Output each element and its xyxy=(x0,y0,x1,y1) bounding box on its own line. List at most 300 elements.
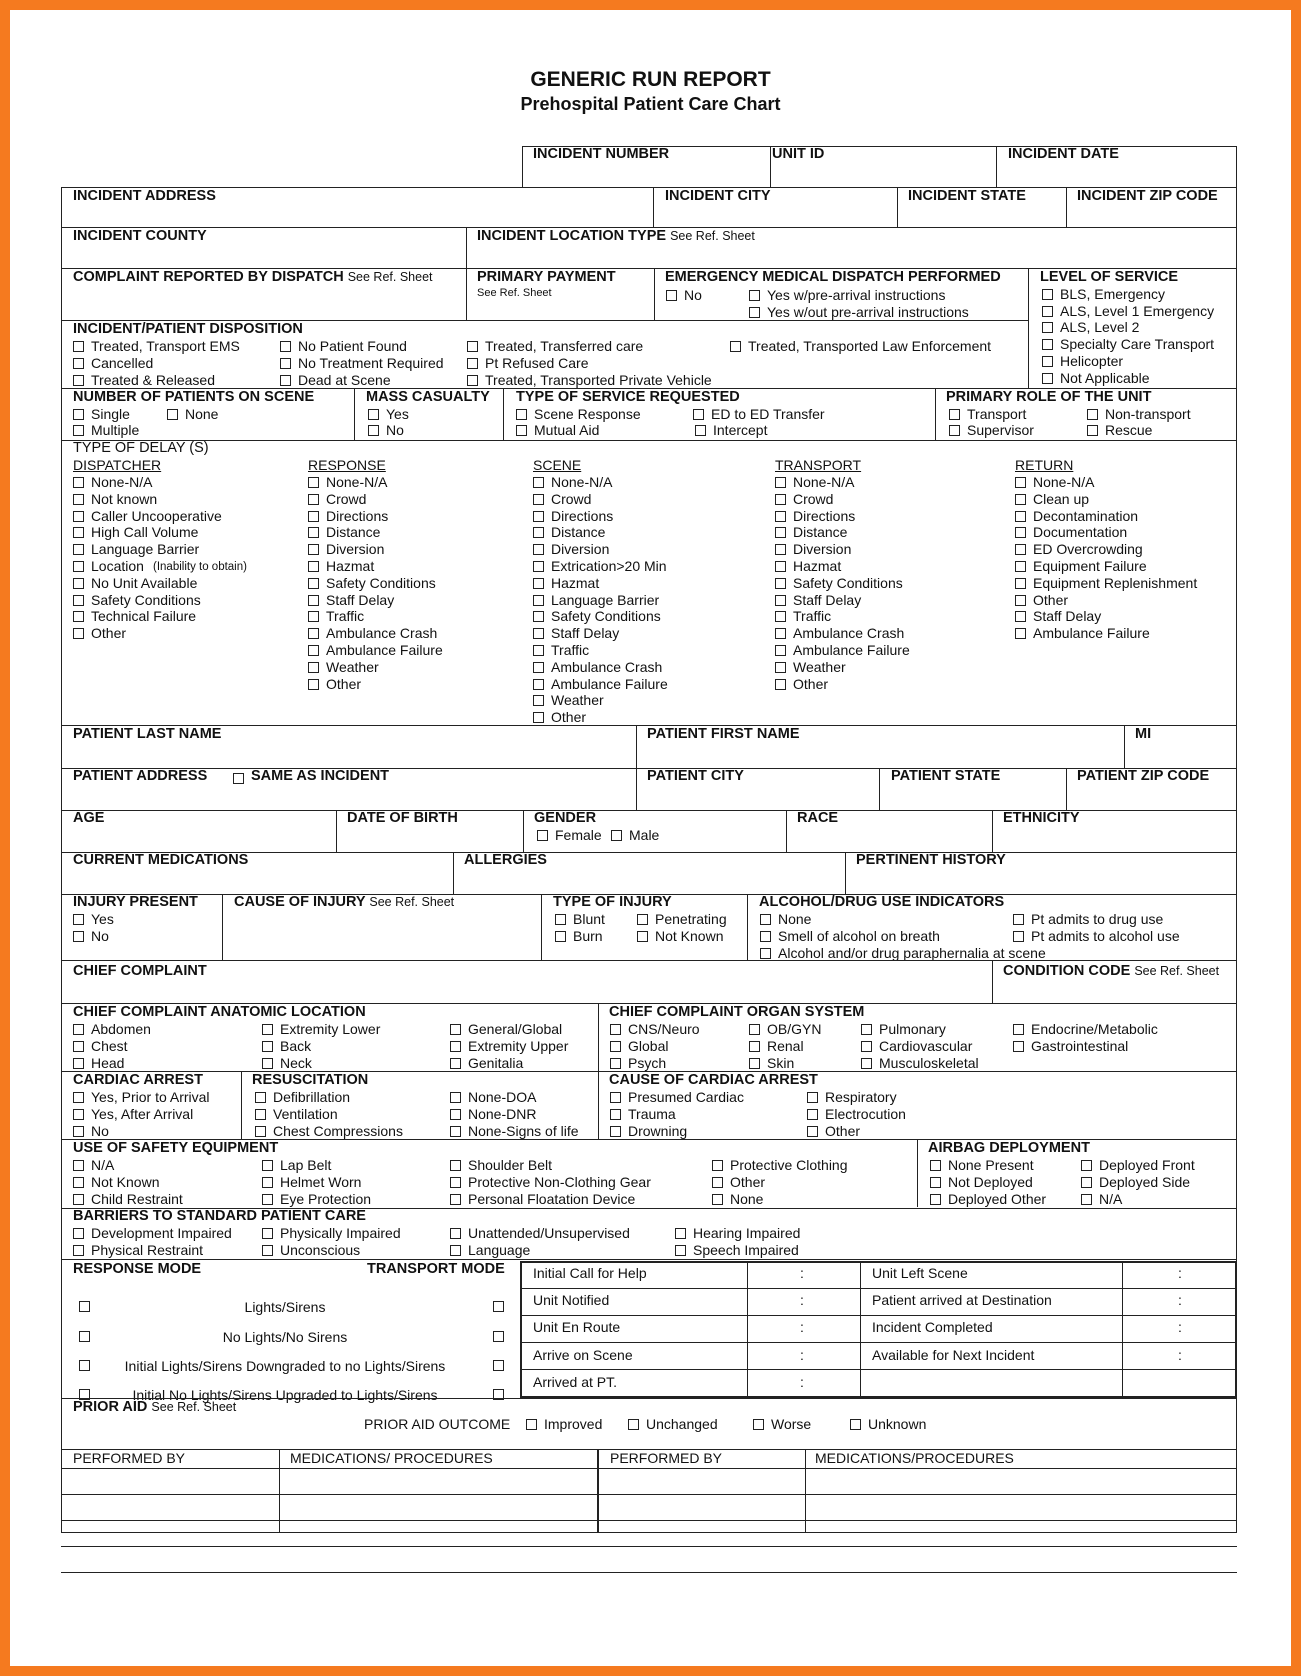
incident-number-label xyxy=(533,146,669,162)
anat-back-checkbox[interactable] xyxy=(262,1041,273,1052)
divider xyxy=(1122,1261,1123,1398)
transport-mode-label-text: TRANSPORT MODE xyxy=(367,1261,505,1277)
delay-transport-hazmat-label: Hazmat xyxy=(793,558,842,574)
service-type-label xyxy=(516,389,740,405)
anat-general-global-checkbox[interactable] xyxy=(450,1024,461,1035)
delay-return-equipment-failure-label: Equipment Failure xyxy=(1033,558,1147,574)
patient-address-label xyxy=(73,768,207,784)
barrier-unattended-unsupervised-checkbox[interactable] xyxy=(450,1228,461,1239)
delay-response-ambulance-failure-checkbox[interactable] xyxy=(308,645,319,656)
organ-system-label xyxy=(609,1004,864,1020)
safety-protective-clothing-checkbox[interactable] xyxy=(712,1160,723,1171)
primary-role-label-text: PRIMARY ROLE OF THE UNIT xyxy=(946,389,1152,405)
airbag-deployed-front-label: Deployed Front xyxy=(1099,1157,1195,1173)
arrest-no-checkbox[interactable] xyxy=(73,1126,84,1137)
delay-return-clean-up-checkbox[interactable] xyxy=(1015,494,1026,505)
dob-label-text: DATE OF BIRTH xyxy=(347,810,458,826)
emd-no-checkbox[interactable] xyxy=(666,290,677,301)
delay-response-safety-conditions-checkbox[interactable] xyxy=(308,578,319,589)
organ-psych-label: Psych xyxy=(628,1054,667,1071)
same-as-incident-checkbox[interactable] xyxy=(233,773,244,784)
disposition-cancelled-label: Cancelled xyxy=(91,354,154,371)
delay-transport-weather-checkbox[interactable] xyxy=(775,662,786,673)
divider xyxy=(61,960,1237,961)
mass-yes-label: Yes xyxy=(386,406,409,422)
divider xyxy=(61,440,1237,441)
prior-unchanged-label: Unchanged xyxy=(646,1416,718,1432)
organ-ob-gyn-checkbox[interactable] xyxy=(749,1024,760,1035)
disposition-treated-transferred-care-checkbox[interactable] xyxy=(467,341,478,352)
delay-transport-directions-label: Directions xyxy=(793,507,856,524)
role-transport-checkbox[interactable] xyxy=(949,409,960,420)
medications-label-text: CURRENT MEDICATIONS xyxy=(73,852,249,868)
delay-response-weather-checkbox[interactable] xyxy=(308,662,319,673)
delay-scene-diversion-checkbox[interactable] xyxy=(533,544,544,555)
patient-mi-label xyxy=(1135,726,1151,742)
delay-response-directions-checkbox[interactable] xyxy=(308,511,319,522)
ethnicity-label-text: ETHNICITY xyxy=(1003,810,1080,826)
injury-no-checkbox[interactable] xyxy=(73,931,84,942)
emd-label-text: EMERGENCY MEDICAL DISPATCH PERFORMED xyxy=(665,269,1001,285)
role-nontransport-label: Non-transport xyxy=(1105,406,1191,422)
prior-improved-checkbox[interactable] xyxy=(526,1419,537,1430)
resus-none-signs-of-life-checkbox[interactable] xyxy=(450,1126,461,1137)
role-rescue-checkbox[interactable] xyxy=(1087,425,1098,436)
delay-return-staff-delay-label: Staff Delay xyxy=(1033,608,1102,625)
divider xyxy=(879,768,880,810)
emd-yes-wout-checkbox[interactable] xyxy=(749,307,760,318)
barrier-unattended-unsupervised-label: Unattended/Unsupervised xyxy=(468,1225,630,1241)
organ-endocrine-metabolic-checkbox[interactable] xyxy=(1013,1024,1024,1035)
prior-unchanged-checkbox[interactable] xyxy=(628,1419,639,1430)
delay-scene-other-checkbox[interactable] xyxy=(533,712,544,723)
delay-transport-ambulance-crash-label: Ambulance Crash xyxy=(793,625,905,642)
disposition-dead-at-scene-checkbox[interactable] xyxy=(280,375,291,386)
airbag-deployed-front-checkbox[interactable] xyxy=(1081,1160,1092,1171)
organ-musculoskeletal-label: Musculoskeletal xyxy=(879,1054,979,1071)
patients-on-scene-label-text: NUMBER OF PATIENTS ON SCENE xyxy=(73,389,315,405)
delay-response-safety-conditions-label: Safety Conditions xyxy=(326,574,436,591)
safety-n-a-checkbox[interactable] xyxy=(73,1160,84,1171)
safety-lap-belt-checkbox[interactable] xyxy=(262,1160,273,1171)
cause-other-checkbox[interactable] xyxy=(807,1126,818,1137)
airbag-deployed-other-checkbox[interactable] xyxy=(930,1194,941,1205)
cause-drowning-checkbox[interactable] xyxy=(610,1126,621,1137)
delay-transport-crowd-checkbox[interactable] xyxy=(775,494,786,505)
barrier-physical-restraint-label: Physical Restraint xyxy=(91,1241,204,1258)
safety-child-restraint-checkbox[interactable] xyxy=(73,1194,84,1205)
divider xyxy=(917,1139,918,1207)
gender-male-checkbox[interactable] xyxy=(611,830,622,841)
los-helicopter-checkbox[interactable] xyxy=(1042,356,1053,367)
incident-location-type-label-text: INCIDENT LOCATION TYPE xyxy=(477,228,667,244)
disposition-cancelled-checkbox[interactable] xyxy=(73,358,84,369)
organ-pulmonary-checkbox[interactable] xyxy=(861,1024,872,1035)
delay-transport-none-n-a-checkbox[interactable] xyxy=(775,477,786,488)
delay-return-ambulance-failure-checkbox[interactable] xyxy=(1015,628,1026,639)
delay-dispatcher-none-n-a-checkbox[interactable] xyxy=(73,477,84,488)
organ-musculoskeletal-checkbox[interactable] xyxy=(861,1058,872,1069)
barrier-unconscious-checkbox[interactable] xyxy=(262,1245,273,1256)
condition-code-label xyxy=(1003,963,1219,979)
delay-scene-hazmat-checkbox[interactable] xyxy=(533,578,544,589)
delay-return-none-n-a-checkbox[interactable] xyxy=(1015,477,1026,488)
organ-cns-neuro-label: CNS/Neuro xyxy=(628,1021,700,1037)
delay-transport-diversion-label: Diversion xyxy=(793,541,852,558)
transport-initial-lights-sirens-downgraded-to-no-lights-sirens-checkbox[interactable] xyxy=(493,1360,504,1371)
delay-response-staff-delay-checkbox[interactable] xyxy=(308,595,319,606)
disposition-label xyxy=(73,321,303,337)
disposition-dead-at-scene-label: Dead at Scene xyxy=(298,371,391,388)
delay-scene-ambulance-failure-checkbox[interactable] xyxy=(533,679,544,690)
airbag-not-deployed-checkbox[interactable] xyxy=(930,1177,941,1188)
delay-response-diversion-checkbox[interactable] xyxy=(308,544,319,555)
delay-dispatcher-location-checkbox[interactable] xyxy=(73,561,84,572)
delay-return-documentation-label: Documentation xyxy=(1033,524,1128,541)
arrest-yes-after-arrival-label: Yes, After Arrival xyxy=(91,1105,194,1122)
disposition-treated-transported-private-vehicle-label: Treated, Transported Private Vehicle xyxy=(485,371,712,388)
ref-sheet-note: See Ref. Sheet xyxy=(151,1400,237,1414)
organ-pulmonary-label: Pulmonary xyxy=(879,1021,946,1037)
injury-burn-checkbox[interactable] xyxy=(555,931,566,942)
divider xyxy=(845,852,846,894)
delay-scene-directions-checkbox[interactable] xyxy=(533,511,544,522)
organ-renal-checkbox[interactable] xyxy=(749,1041,760,1052)
delay-scene-weather-checkbox[interactable] xyxy=(533,695,544,706)
delay-response-hazmat-checkbox[interactable] xyxy=(308,561,319,572)
alc-alcohol-admit-checkbox[interactable] xyxy=(1013,931,1024,942)
organ-cns-neuro-checkbox[interactable] xyxy=(610,1024,621,1035)
patients-none-checkbox[interactable] xyxy=(167,409,178,420)
injury-blunt-checkbox[interactable] xyxy=(555,914,566,925)
cause-presumed-cardiac-label: Presumed Cardiac xyxy=(628,1089,744,1105)
delay-response-crowd-checkbox[interactable] xyxy=(308,494,319,505)
alcohol-drug-label xyxy=(759,894,1004,910)
alc-paraphernalia-checkbox[interactable] xyxy=(760,948,771,959)
divider xyxy=(897,187,898,227)
disposition-treated-transported-law-enforcement-checkbox[interactable] xyxy=(730,341,741,352)
delay-scene-ambulance-crash-checkbox[interactable] xyxy=(533,662,544,673)
role-supervisor-checkbox[interactable] xyxy=(949,425,960,436)
cause-other-label: Other xyxy=(825,1122,861,1139)
resus-none-dnr-checkbox[interactable] xyxy=(450,1109,461,1120)
resus-chest-compressions-checkbox[interactable] xyxy=(255,1126,266,1137)
barrier-unconscious-label: Unconscious xyxy=(280,1241,361,1258)
patient-first-name-label xyxy=(647,726,800,742)
organ-skin-label: Skin xyxy=(767,1054,795,1071)
arrest-no-label: No xyxy=(91,1122,109,1139)
anat-extremity-lower-checkbox[interactable] xyxy=(262,1024,273,1035)
delay-return-ed-overcrowding-checkbox[interactable] xyxy=(1015,544,1026,555)
emd-yes-pre-checkbox[interactable] xyxy=(749,290,760,301)
delay-scene-extrication-20-min-checkbox[interactable] xyxy=(533,561,544,572)
divider xyxy=(747,894,748,960)
delay-scene-safety-conditions-checkbox[interactable] xyxy=(533,611,544,622)
safety-eye-protection-checkbox[interactable] xyxy=(262,1194,273,1205)
time-initial-call-for-help-label: Initial Call for Help xyxy=(533,1265,647,1281)
table-row-divider xyxy=(61,1572,1237,1573)
los-specialty-care-transport-checkbox[interactable] xyxy=(1042,339,1053,350)
delay-scene-language-barrier-checkbox[interactable] xyxy=(533,595,544,606)
delay-scene-heading: SCENE xyxy=(533,457,582,473)
delay-transport-ambulance-failure-label: Ambulance Failure xyxy=(793,642,910,658)
delay-dispatcher-language-barrier-checkbox[interactable] xyxy=(73,544,84,555)
safety-protective-clothing-label: Protective Clothing xyxy=(730,1157,848,1173)
mass-no-checkbox[interactable] xyxy=(368,425,379,436)
resus-none-doa-label: None-DOA xyxy=(468,1089,537,1105)
alc-smell-checkbox[interactable] xyxy=(760,931,771,942)
ref-sheet-note: See Ref. Sheet xyxy=(347,270,433,284)
divider xyxy=(61,1259,1237,1260)
location-note: (Inability to obtain) xyxy=(153,561,247,573)
prior-aid-outcome-label: PRIOR AID OUTCOME xyxy=(364,1416,511,1432)
disposition-no-treatment-required-label: No Treatment Required xyxy=(298,354,444,371)
disposition-treated-released-checkbox[interactable] xyxy=(73,375,84,386)
delay-transport-ambulance-failure-checkbox[interactable] xyxy=(775,645,786,656)
emd-yes-wout-label: Yes w/out pre-arrival instructions xyxy=(767,304,969,320)
delay-response-distance-checkbox[interactable] xyxy=(308,527,319,538)
disposition-treated-transported-private-vehicle-checkbox[interactable] xyxy=(467,375,478,386)
divider xyxy=(636,768,637,810)
delay-dispatcher-safety-conditions-label: Safety Conditions xyxy=(91,591,201,608)
incident-city-label xyxy=(665,188,771,204)
emd-no-label: No xyxy=(684,287,702,303)
arrest-yes-prior-to-arrival-checkbox[interactable] xyxy=(73,1092,84,1103)
safety-helmet-worn-checkbox[interactable] xyxy=(262,1177,273,1188)
barrier-language-checkbox[interactable] xyxy=(450,1245,461,1256)
gender-female-checkbox[interactable] xyxy=(537,830,548,841)
cause-electrocution-checkbox[interactable] xyxy=(807,1109,818,1120)
los-not-applicable-checkbox[interactable] xyxy=(1042,373,1053,384)
delay-transport-directions-checkbox[interactable] xyxy=(775,511,786,522)
safety-none-checkbox[interactable] xyxy=(712,1194,723,1205)
organ-skin-checkbox[interactable] xyxy=(749,1058,760,1069)
delay-return-equipment-failure-checkbox[interactable] xyxy=(1015,561,1026,572)
anat-neck-checkbox[interactable] xyxy=(262,1058,273,1069)
alc-drug-admit-checkbox[interactable] xyxy=(1013,914,1024,925)
delay-response-ambulance-crash-checkbox[interactable] xyxy=(308,628,319,639)
safety-other-checkbox[interactable] xyxy=(712,1177,723,1188)
anat-head-checkbox[interactable] xyxy=(73,1058,84,1069)
alc-none-checkbox[interactable] xyxy=(760,914,771,925)
service-mutual-checkbox[interactable] xyxy=(516,425,527,436)
disposition-no-treatment-required-checkbox[interactable] xyxy=(280,358,291,369)
airbag-deployed-side-checkbox[interactable] xyxy=(1081,1177,1092,1188)
anat-extremity-upper-checkbox[interactable] xyxy=(450,1041,461,1052)
delay-transport-other-checkbox[interactable] xyxy=(775,679,786,690)
delay-dispatcher-no-unit-available-checkbox[interactable] xyxy=(73,578,84,589)
anat-genitalia-checkbox[interactable] xyxy=(450,1058,461,1069)
delay-response-other-checkbox[interactable] xyxy=(308,679,319,690)
divider xyxy=(598,1003,599,1071)
safety-not-known-checkbox[interactable] xyxy=(73,1177,84,1188)
barrier-speech-impaired-label: Speech Impaired xyxy=(693,1241,799,1258)
delay-response-other-label: Other xyxy=(326,675,362,692)
alc-alcohol-admit-label: Pt admits to alcohol use xyxy=(1031,928,1180,944)
resus-none-doa-checkbox[interactable] xyxy=(450,1092,461,1103)
same-as-incident-label xyxy=(251,768,389,784)
delay-dispatcher-high-call-volume-checkbox[interactable] xyxy=(73,527,84,538)
prior-unknown-checkbox[interactable] xyxy=(850,1419,861,1430)
delay-scene-distance-checkbox[interactable] xyxy=(533,527,544,538)
delay-scene-ambulance-failure-label: Ambulance Failure xyxy=(551,675,668,692)
service-intercept-checkbox[interactable] xyxy=(695,425,706,436)
los-als-level-2-checkbox[interactable] xyxy=(1042,322,1053,333)
organ-gastrointestinal-label: Gastrointestinal xyxy=(1031,1037,1129,1054)
barrier-hearing-impaired-checkbox[interactable] xyxy=(675,1228,686,1239)
race-label xyxy=(797,810,838,826)
delay-return-equipment-replenishment-checkbox[interactable] xyxy=(1015,578,1026,589)
barrier-physically-impaired-checkbox[interactable] xyxy=(262,1228,273,1239)
barrier-physical-restraint-checkbox[interactable] xyxy=(73,1245,84,1256)
delay-transport-diversion-checkbox[interactable] xyxy=(775,544,786,555)
payment-ref-note: See Ref. Sheet xyxy=(477,287,552,299)
service-ed-checkbox[interactable] xyxy=(693,409,704,420)
organ-gastrointestinal-checkbox[interactable] xyxy=(1013,1041,1024,1052)
delay-response-none-n-a-checkbox[interactable] xyxy=(308,477,319,488)
arrest-yes-after-arrival-checkbox[interactable] xyxy=(73,1109,84,1120)
age-label-text: AGE xyxy=(73,810,105,826)
organ-psych-checkbox[interactable] xyxy=(610,1058,621,1069)
delay-scene-none-n-a-checkbox[interactable] xyxy=(533,477,544,488)
level-of-service-label xyxy=(1040,269,1178,285)
safety-shoulder-belt-checkbox[interactable] xyxy=(450,1160,461,1171)
delay-response-hazmat-label: Hazmat xyxy=(326,558,375,574)
response-lights-sirens-checkbox[interactable] xyxy=(79,1301,90,1312)
los-als-level-1-emergency-checkbox[interactable] xyxy=(1042,306,1053,317)
delay-response-ambulance-crash-label: Ambulance Crash xyxy=(326,625,438,642)
injury-penetrating-checkbox[interactable] xyxy=(637,914,648,925)
organ-global-checkbox[interactable] xyxy=(610,1041,621,1052)
airbag-none-present-checkbox[interactable] xyxy=(930,1160,941,1171)
anat-genitalia-label: Genitalia xyxy=(468,1054,524,1071)
prior-worse-checkbox[interactable] xyxy=(753,1419,764,1430)
cause-respiratory-checkbox[interactable] xyxy=(807,1092,818,1103)
safety-shoulder-belt-label: Shoulder Belt xyxy=(468,1157,553,1173)
delay-dispatcher-technical-failure-checkbox[interactable] xyxy=(73,611,84,622)
patients-multiple-checkbox[interactable] xyxy=(73,425,84,436)
delay-transport-distance-label: Distance xyxy=(793,524,848,541)
time-unit-notified-label: Unit Notified xyxy=(533,1292,610,1309)
delay-response-traffic-checkbox[interactable] xyxy=(308,611,319,622)
anat-abdomen-checkbox[interactable] xyxy=(73,1024,84,1035)
delay-scene-traffic-checkbox[interactable] xyxy=(533,645,544,656)
times-row-divider xyxy=(520,1342,1237,1343)
delay-scene-directions-label: Directions xyxy=(551,507,614,524)
divider xyxy=(453,852,454,894)
safety-personal-floatation-device-checkbox[interactable] xyxy=(450,1194,461,1205)
organ-cardiovascular-checkbox[interactable] xyxy=(861,1041,872,1052)
mass-yes-checkbox[interactable] xyxy=(368,409,379,420)
delay-dispatcher-not-known-label: Not known xyxy=(91,490,158,507)
airbag-n-a-checkbox[interactable] xyxy=(1081,1194,1092,1205)
delay-transport-staff-delay-checkbox[interactable] xyxy=(775,595,786,606)
response-no-lights-no-sirens-checkbox[interactable] xyxy=(79,1331,90,1342)
delay-scene-ambulance-crash-label: Ambulance Crash xyxy=(551,658,663,675)
cause-respiratory-label: Respiratory xyxy=(825,1089,897,1105)
delay-return-other-checkbox[interactable] xyxy=(1015,595,1026,606)
performed-by-label-2: PERFORMED BY xyxy=(610,1450,723,1466)
delay-transport-distance-checkbox[interactable] xyxy=(775,527,786,538)
resus-defibrillation-checkbox[interactable] xyxy=(255,1092,266,1103)
time-colon: : xyxy=(800,1346,804,1363)
patients-on-scene-label xyxy=(73,389,314,405)
delay-scene-staff-delay-checkbox[interactable] xyxy=(533,628,544,639)
disposition-no-patient-found-checkbox[interactable] xyxy=(280,341,291,352)
anat-abdomen-label: Abdomen xyxy=(91,1021,151,1037)
divider xyxy=(336,810,337,852)
incident-number-label-text: INCIDENT NUMBER xyxy=(533,146,670,162)
incident-state-label xyxy=(908,188,1026,204)
role-nontransport-checkbox[interactable] xyxy=(1087,409,1098,420)
disposition-no-patient-found-label: No Patient Found xyxy=(298,338,407,354)
injury-not-known-checkbox[interactable] xyxy=(637,931,648,942)
anat-chest-checkbox[interactable] xyxy=(73,1041,84,1052)
prior-aid-label-text: PRIOR AID xyxy=(73,1399,148,1415)
divider xyxy=(61,1398,1237,1399)
patients-single-checkbox[interactable] xyxy=(73,409,84,420)
safety-other-label: Other xyxy=(730,1173,766,1190)
delay-scene-crowd-checkbox[interactable] xyxy=(533,494,544,505)
arrest-yes-prior-to-arrival-label: Yes, Prior to Arrival xyxy=(91,1089,210,1105)
delay-transport-safety-conditions-checkbox[interactable] xyxy=(775,578,786,589)
delay-dispatcher-not-known-checkbox[interactable] xyxy=(73,494,84,505)
barrier-hearing-impaired-label: Hearing Impaired xyxy=(693,1225,801,1241)
patient-mi-label-text: MI xyxy=(1135,726,1152,742)
alc-paraphernalia-label: Alcohol and/or drug paraphernalia at scene xyxy=(778,945,1046,961)
barrier-speech-impaired-checkbox[interactable] xyxy=(675,1245,686,1256)
los-helicopter-label: Helicopter xyxy=(1060,352,1124,369)
response-initial-lights-sirens-downgraded-to-no-lights-sirens-checkbox[interactable] xyxy=(79,1360,90,1371)
delay-return-decontamination-checkbox[interactable] xyxy=(1015,511,1026,522)
delay-dispatcher-safety-conditions-checkbox[interactable] xyxy=(73,595,84,606)
mode-no-lights-no-sirens-label: No Lights/No Sirens xyxy=(222,1329,348,1345)
delay-transport-ambulance-crash-checkbox[interactable] xyxy=(775,628,786,639)
delay-dispatcher-other-checkbox[interactable] xyxy=(73,628,84,639)
time-colon: : xyxy=(1178,1265,1182,1281)
ref-sheet-note: See Ref. Sheet xyxy=(670,229,755,243)
disposition-treated-transport-ems-checkbox[interactable] xyxy=(73,341,84,352)
transport-lights-sirens-checkbox[interactable] xyxy=(493,1301,504,1312)
cause-presumed-cardiac-checkbox[interactable] xyxy=(610,1092,621,1103)
delay-transport-traffic-checkbox[interactable] xyxy=(775,611,786,622)
times-row-divider xyxy=(520,1288,1237,1289)
cause-trauma-checkbox[interactable] xyxy=(610,1109,621,1120)
safety-protective-non-clothing-gear-checkbox[interactable] xyxy=(450,1177,461,1188)
transport-mode-label xyxy=(367,1261,505,1277)
delay-dispatcher-caller-uncooperative-checkbox[interactable] xyxy=(73,511,84,522)
los-bls-emergency-checkbox[interactable] xyxy=(1042,289,1053,300)
injury-yes-label: Yes xyxy=(91,911,114,927)
resus-ventilation-checkbox[interactable] xyxy=(255,1109,266,1120)
delay-return-staff-delay-checkbox[interactable] xyxy=(1015,611,1026,622)
disposition-pt-refused-care-checkbox[interactable] xyxy=(467,358,478,369)
transport-no-lights-no-sirens-checkbox[interactable] xyxy=(493,1331,504,1342)
anat-chest-label: Chest xyxy=(91,1037,128,1054)
barrier-development-impaired-checkbox[interactable] xyxy=(73,1228,84,1239)
delay-return-documentation-checkbox[interactable] xyxy=(1015,527,1026,538)
delay-response-ambulance-failure-label: Ambulance Failure xyxy=(326,642,443,658)
gender-label-text: GENDER xyxy=(534,810,597,826)
delay-scene-safety-conditions-label: Safety Conditions xyxy=(551,608,661,625)
cause-drowning-label: Drowning xyxy=(628,1122,688,1139)
times-row-divider xyxy=(520,1369,1237,1370)
delay-transport-hazmat-checkbox[interactable] xyxy=(775,561,786,572)
ethnicity-label xyxy=(1003,810,1080,826)
patient-last-name-label xyxy=(73,726,221,742)
service-scene-checkbox[interactable] xyxy=(516,409,527,420)
injury-yes-checkbox[interactable] xyxy=(73,914,84,925)
